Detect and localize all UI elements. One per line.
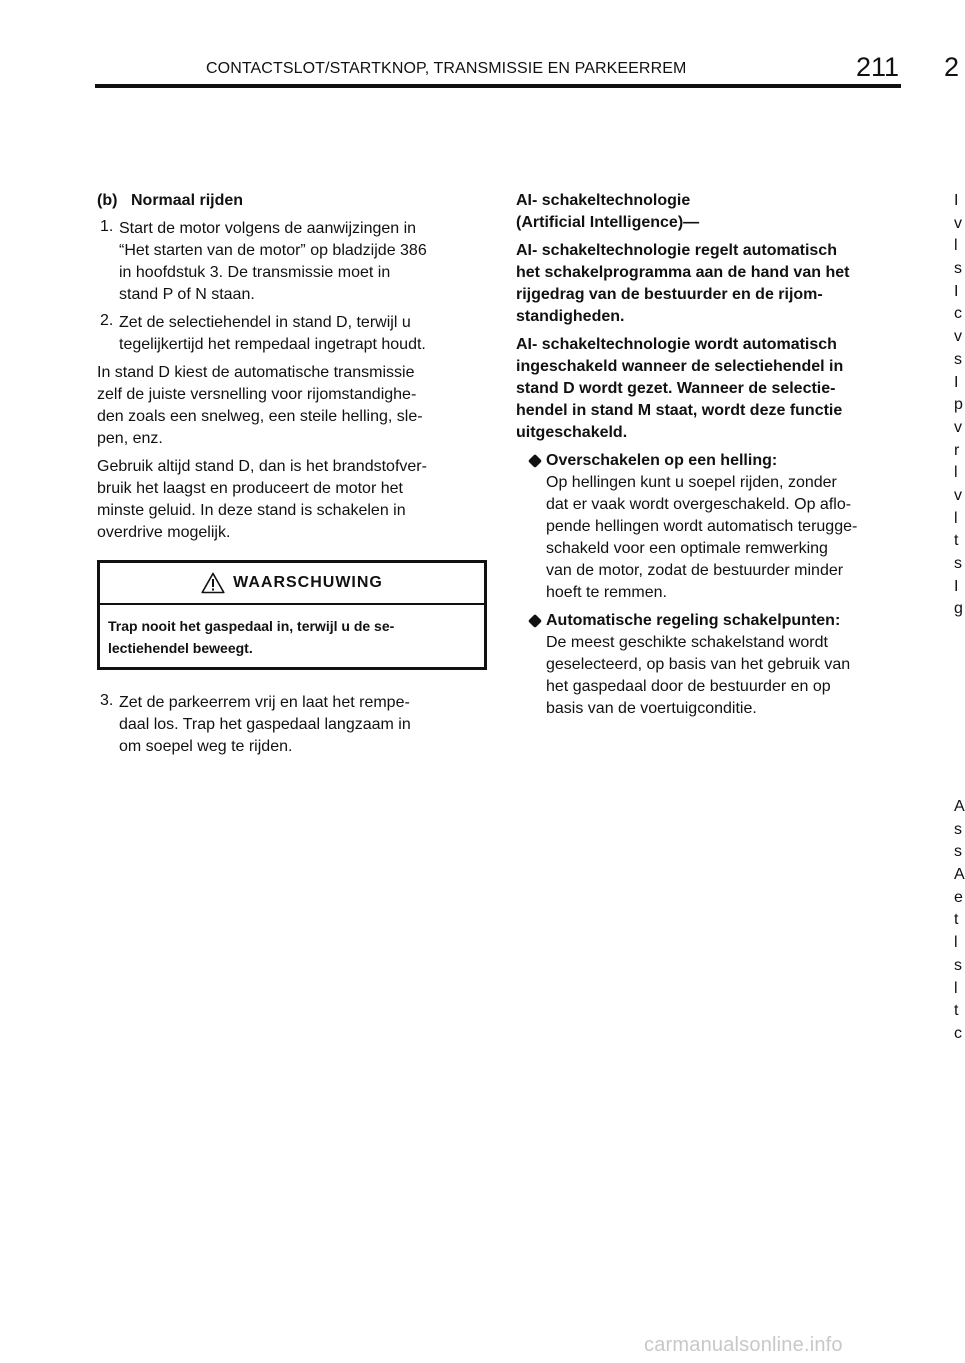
step-number: 1. <box>100 218 114 235</box>
watermark: carmanualsonline.info <box>644 1334 843 1356</box>
step-line: stand P of N staan. <box>119 286 255 303</box>
step-line: Zet de parkeerrem vrij en laat het rempe- <box>119 694 410 711</box>
bullet-title: Automatische regeling schakelpunten: <box>546 612 841 629</box>
step-number: 3. <box>100 692 114 709</box>
paragraph-line: den zoals een snelweg, een steile helling, sle- <box>97 408 423 425</box>
step-item <box>97 312 489 356</box>
paragraph-line: stand D wordt gezet. Wanneer de selectie- <box>516 380 836 397</box>
paragraph-line: overdrive mogelijk. <box>97 524 231 541</box>
edge-fragment: c <box>954 305 962 323</box>
paragraph-line: pen, enz. <box>97 430 163 447</box>
section-label: (b) <box>97 192 118 209</box>
paragraph-line: AI- schakeltechnologie regelt automatisch <box>516 242 837 259</box>
paragraph-line: het schakelprogramma aan de hand van het <box>516 264 850 281</box>
paragraph-line: uitgeschakeld. <box>516 424 628 441</box>
edge-fragment: A <box>954 866 965 884</box>
edge-fragment: v <box>954 328 962 346</box>
bullet-line: hoeft te remmen. <box>546 584 667 601</box>
edge-fragment: v <box>954 418 962 436</box>
edge-fragment: I <box>954 192 959 209</box>
step-line: “Het starten van de motor” op bladzijde 386 <box>119 242 427 259</box>
bullet-line: dat er vaak wordt overgeschakeld. Op aflo- <box>546 496 852 513</box>
edge-fragment: l <box>954 934 958 952</box>
edge-fragment: l <box>954 509 958 527</box>
edge-fragment: t <box>954 911 959 929</box>
edge-fragment: I <box>954 373 959 391</box>
step-number: 2. <box>100 312 114 329</box>
bullet-line: De meest geschikte schakelstand wordt <box>546 634 828 651</box>
step-line: Zet de selectiehendel in stand D, terwijl u <box>119 314 411 331</box>
warning-triangle-icon <box>201 572 225 594</box>
edge-fragment: s <box>954 260 962 278</box>
paragraph-line: ingeschakeld wanneer de selectiehendel in <box>516 358 844 375</box>
step-line: in hoofdstuk 3. De transmissie moet in <box>119 264 391 281</box>
bullet-title: Overschakelen op een helling: <box>546 452 778 469</box>
warning-header <box>100 563 484 605</box>
section-heading <box>97 190 489 212</box>
edge-fragment: v <box>954 486 962 504</box>
edge-fragment: s <box>954 956 962 974</box>
page-header-title: CONTACTSLOT/STARTKNOP, TRANSMISSIE EN PARKEERREM <box>206 60 687 77</box>
edge-fragment: t <box>954 532 959 550</box>
header-rule <box>95 84 901 88</box>
edge-fragment: g <box>954 600 963 618</box>
paragraph-line: hendel in stand M staat, wordt deze functie <box>516 402 843 419</box>
step-line: daal los. Trap het gaspedaal langzaam in <box>119 716 411 733</box>
bullet-item <box>516 450 908 604</box>
step-line: Start de motor volgens de aanwijzingen in <box>119 220 417 237</box>
edge-fragment: p <box>954 396 963 414</box>
step-item <box>97 692 489 758</box>
paragraph-line: AI- schakeltechnologie wordt automatisch <box>516 336 837 353</box>
bullet-line: geselecteerd, op basis van het gebruik van <box>546 656 851 673</box>
warning-box <box>97 560 487 670</box>
step-line: om soepel weg te rijden. <box>119 738 293 755</box>
warning-body <box>100 605 484 667</box>
bullet-line: Op hellingen kunt u soepel rijden, zonder <box>546 474 837 491</box>
next-page-edge-fragments-lower <box>954 796 965 1046</box>
edge-fragment: c <box>954 1024 962 1042</box>
warning-line: lectiehendel beweegt. <box>108 640 253 656</box>
edge-fragment: l <box>954 979 958 997</box>
bullet-line: van de motor, zodat de bestuurder minder <box>546 562 844 579</box>
step-item <box>97 218 489 306</box>
bullet-line: basis van de voertuigconditie. <box>546 700 757 717</box>
step-line: tegelijkertijd het rempedaal ingetrapt houdt. <box>119 336 426 353</box>
paragraph-line: standigheden. <box>516 308 625 325</box>
edge-fragment: A <box>954 798 965 815</box>
next-page-edge-fragments <box>954 190 963 621</box>
diamond-bullet-icon <box>528 454 542 468</box>
bullet-line: pende hellingen wordt automatisch terugge- <box>546 518 858 535</box>
edge-fragment: s <box>954 555 962 572</box>
warning-title: WAARSCHUWING <box>233 574 383 591</box>
ai-paragraph <box>516 334 908 444</box>
edge-fragment: I <box>954 577 959 595</box>
left-column <box>97 190 489 764</box>
paragraph-line: Gebruik altijd stand D, dan is het brandstofver- <box>97 458 427 475</box>
edge-fragment: l <box>954 237 958 255</box>
paragraph-line: In stand D kiest de automatische transmissie <box>97 364 415 381</box>
edge-fragment: s <box>954 843 962 861</box>
heading-line: (Artificial Intelligence)— <box>516 214 700 231</box>
section-title: Normaal rijden <box>131 192 244 209</box>
bullet-item <box>516 610 908 720</box>
paragraph-line: minste geluid. In deze stand is schakelen in <box>97 502 406 519</box>
warning-line: Trap nooit het gaspedaal in, terwijl u de se- <box>108 618 395 634</box>
ai-paragraph <box>516 240 908 328</box>
edge-fragment: v <box>954 214 962 232</box>
bullet-line: het gaspedaal door de bestuurder en op <box>546 678 831 695</box>
next-page-edge-char: 2 <box>944 52 960 82</box>
heading-line: AI- schakeltechnologie <box>516 192 691 209</box>
ai-heading <box>516 190 908 234</box>
edge-fragment: I <box>954 282 959 300</box>
paragraph-line: bruik het laagst en produceert de motor het <box>97 480 403 497</box>
diamond-bullet-icon <box>528 614 542 628</box>
edge-fragment: t <box>954 1002 959 1020</box>
edge-fragment: r <box>954 441 960 459</box>
edge-fragment: l <box>954 464 958 482</box>
page-number: 211 <box>856 52 900 82</box>
edge-fragment: s <box>954 350 962 368</box>
bullet-line: schakeld voor een optimale remwerking <box>546 540 828 557</box>
edge-fragment: e <box>954 888 963 906</box>
paragraph-line: zelf de juiste versnelling voor rijomstandighe- <box>97 386 417 403</box>
body-paragraph <box>97 456 489 544</box>
right-column <box>516 190 908 726</box>
body-paragraph <box>97 362 489 450</box>
paragraph-line: rijgedrag van de bestuurder en de rijom- <box>516 286 823 303</box>
edge-fragment: s <box>954 820 962 838</box>
